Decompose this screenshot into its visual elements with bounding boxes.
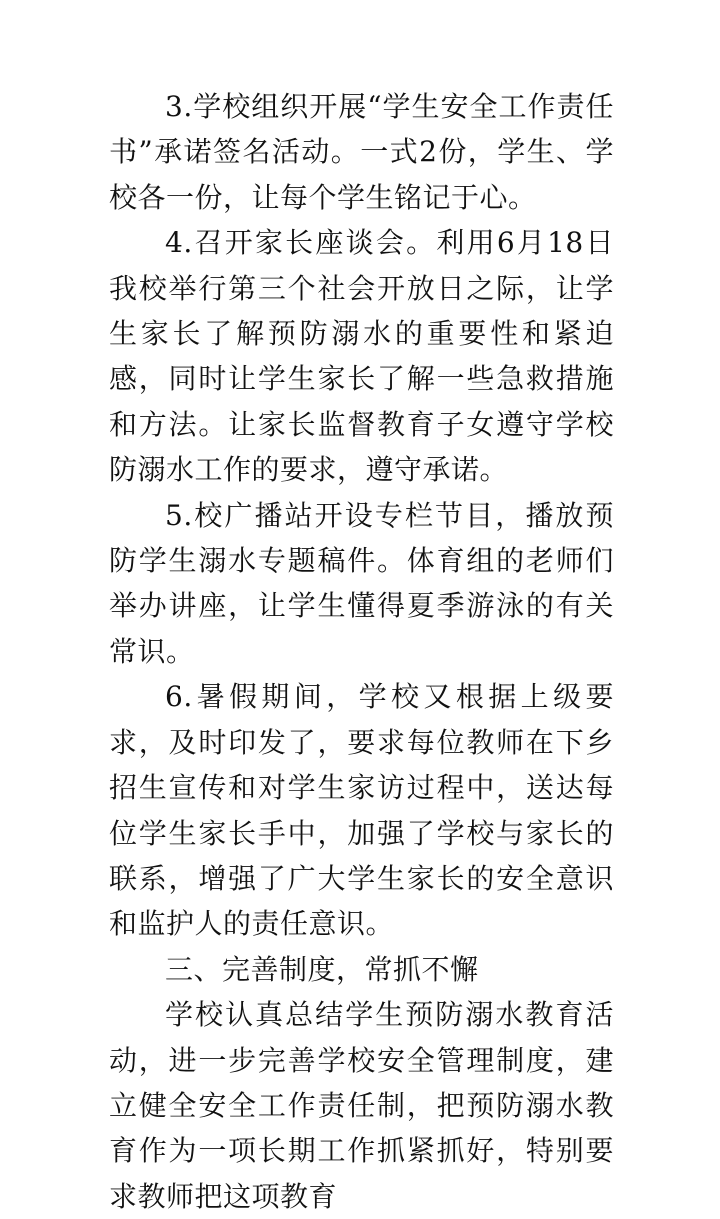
paragraph-section-body: 学校认真总结学生预防溺水教育活动，进一步完善学校安全管理制度，建立健全安全工作责任制，把预防溺水教育作为一项长期工作抓紧抓好，特别要求教师把这项教育 [109, 998, 614, 1213]
paragraph-item-5: 5.校广播站开设专栏节目，播放预防学生溺水专题稿件。体育组的老师们举办讲座，让学生懂得夏季游泳的有关常识。 [109, 498, 614, 668]
paragraph-item-6: 6.暑假期间，学校又根据上级要求，及时印发了，要求每位教师在下乡招生宣传和对学生家访过程中，送达每位学生家长手中，加强了学校与家长的联系，增强了广大学生家长的安全意识和监护人的责任意识。 [109, 680, 614, 941]
paragraph-item-4: 4.召开家长座谈会。利用6月18日我校举行第三个社会开放日之际，让学生家长了解预防溺水的重要性和紧迫感，同时让学生家长了解一些急救措施和方法。让家长监督教育子女遵守学校防溺水工作的要求，遵守承诺。 [109, 226, 614, 487]
document-body [109, 84, 614, 1219]
paragraph-item-3: 3.学校组织开展“学生安全工作责任书”承诺签名活动。一式2份，学生、学校各一份，让每个学生铭记于心。 [109, 90, 614, 214]
section-heading: 三、完善制度，常抓不懈 [165, 952, 479, 986]
